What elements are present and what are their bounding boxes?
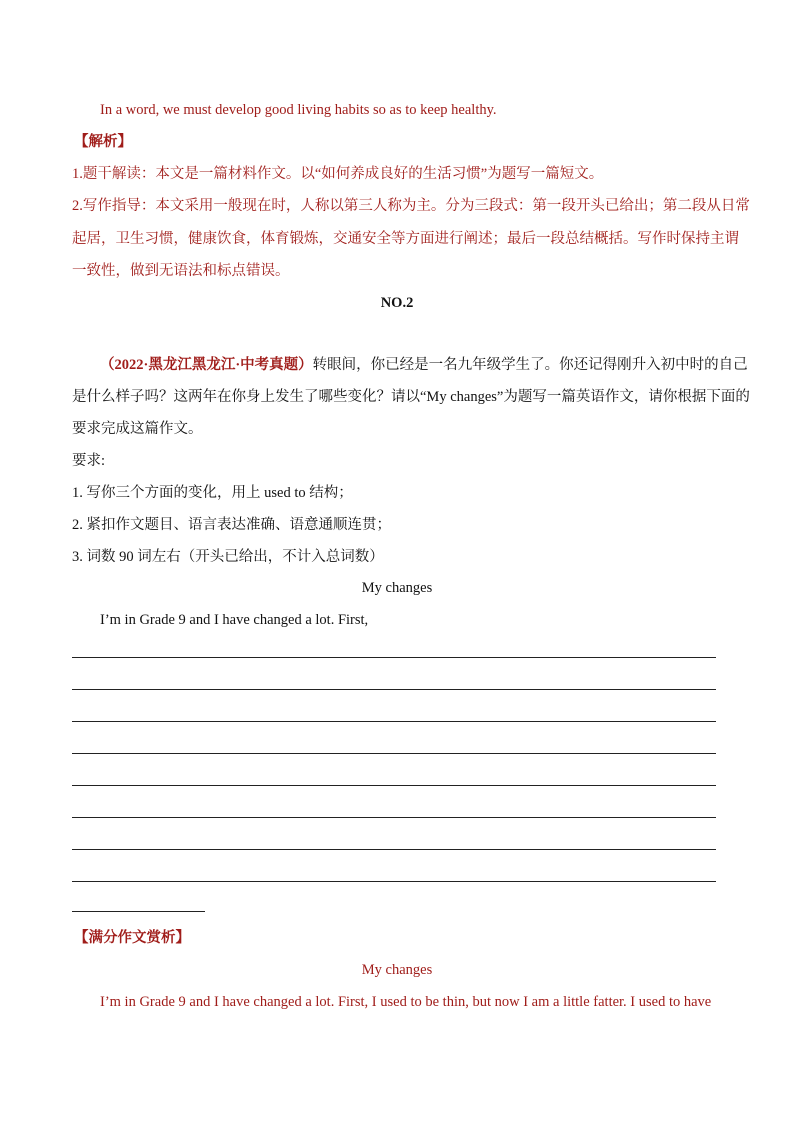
section-number: NO.2: [380, 295, 414, 311]
writing-line[interactable]: [72, 689, 716, 690]
model-essay-heading: 【满分作文赏析】: [74, 930, 190, 946]
analysis-point-2-line-1: 2.写作指导：本文采用一般现在时，人称以第三人称为主。分为三段式：第一段开头已给出；第二段从日常: [72, 198, 750, 214]
analysis-point-1: 1.题干解读：本文是一篇材料作文。以“如何养成良好的生活习惯”为题写一篇短文。: [72, 166, 604, 182]
requirement-3: 3. 词数 90 词左右（开头已给出，不计入总词数）: [72, 549, 384, 565]
question-line-1: [100, 354, 748, 376]
requirements-label: 要求:: [72, 453, 106, 469]
model-essay-first-line: I’m in Grade 9 and I have changed a lot. First, I used to be thin, but now I am a little fatter. I used to have: [100, 994, 712, 1010]
writing-line[interactable]: [72, 785, 716, 786]
question-source: （2022·黑龙江黑龙江·中考真题）: [100, 357, 313, 373]
writing-line[interactable]: [72, 721, 716, 722]
writing-line[interactable]: [72, 817, 716, 818]
previous-essay-closing: In a word, we must develop good living habits so as to keep healthy.: [100, 102, 497, 118]
section-divider: [72, 911, 205, 912]
requirement-1: 1. 写你三个方面的变化，用上 used to 结构；: [72, 485, 353, 501]
writing-line[interactable]: [72, 753, 716, 754]
analysis-point-2-line-3: 一致性，做到无语法和标点错误。: [72, 263, 290, 279]
writing-line[interactable]: [72, 849, 716, 850]
essay-title: My changes: [361, 580, 433, 596]
requirement-2: 2. 紧扣作文题目、语言表达准确、语意通顺连贯；: [72, 517, 391, 533]
question-prompt-start: 转眼间，你已经是一名九年级学生了。你还记得刚升入初中时的自己: [312, 357, 748, 373]
analysis-point-2-line-2: 起居，卫生习惯，健康饮食，体育锻炼，交通安全等方面进行阐述；最后一段总结概括。写作时保持主谓: [72, 231, 739, 247]
writing-line[interactable]: [72, 881, 716, 882]
question-line-3: 要求完成这篇作文。: [72, 421, 203, 437]
model-essay-title: My changes: [361, 962, 433, 978]
writing-line[interactable]: [72, 657, 716, 658]
essay-opening: I’m in Grade 9 and I have changed a lot. First,: [100, 612, 369, 628]
question-line-2: 是什么样子吗？这两年在你身上发生了哪些变化？请以“My changes”为题写一篇英语作文，请你根据下面的: [72, 389, 750, 405]
analysis-heading: 【解析】: [74, 134, 132, 150]
